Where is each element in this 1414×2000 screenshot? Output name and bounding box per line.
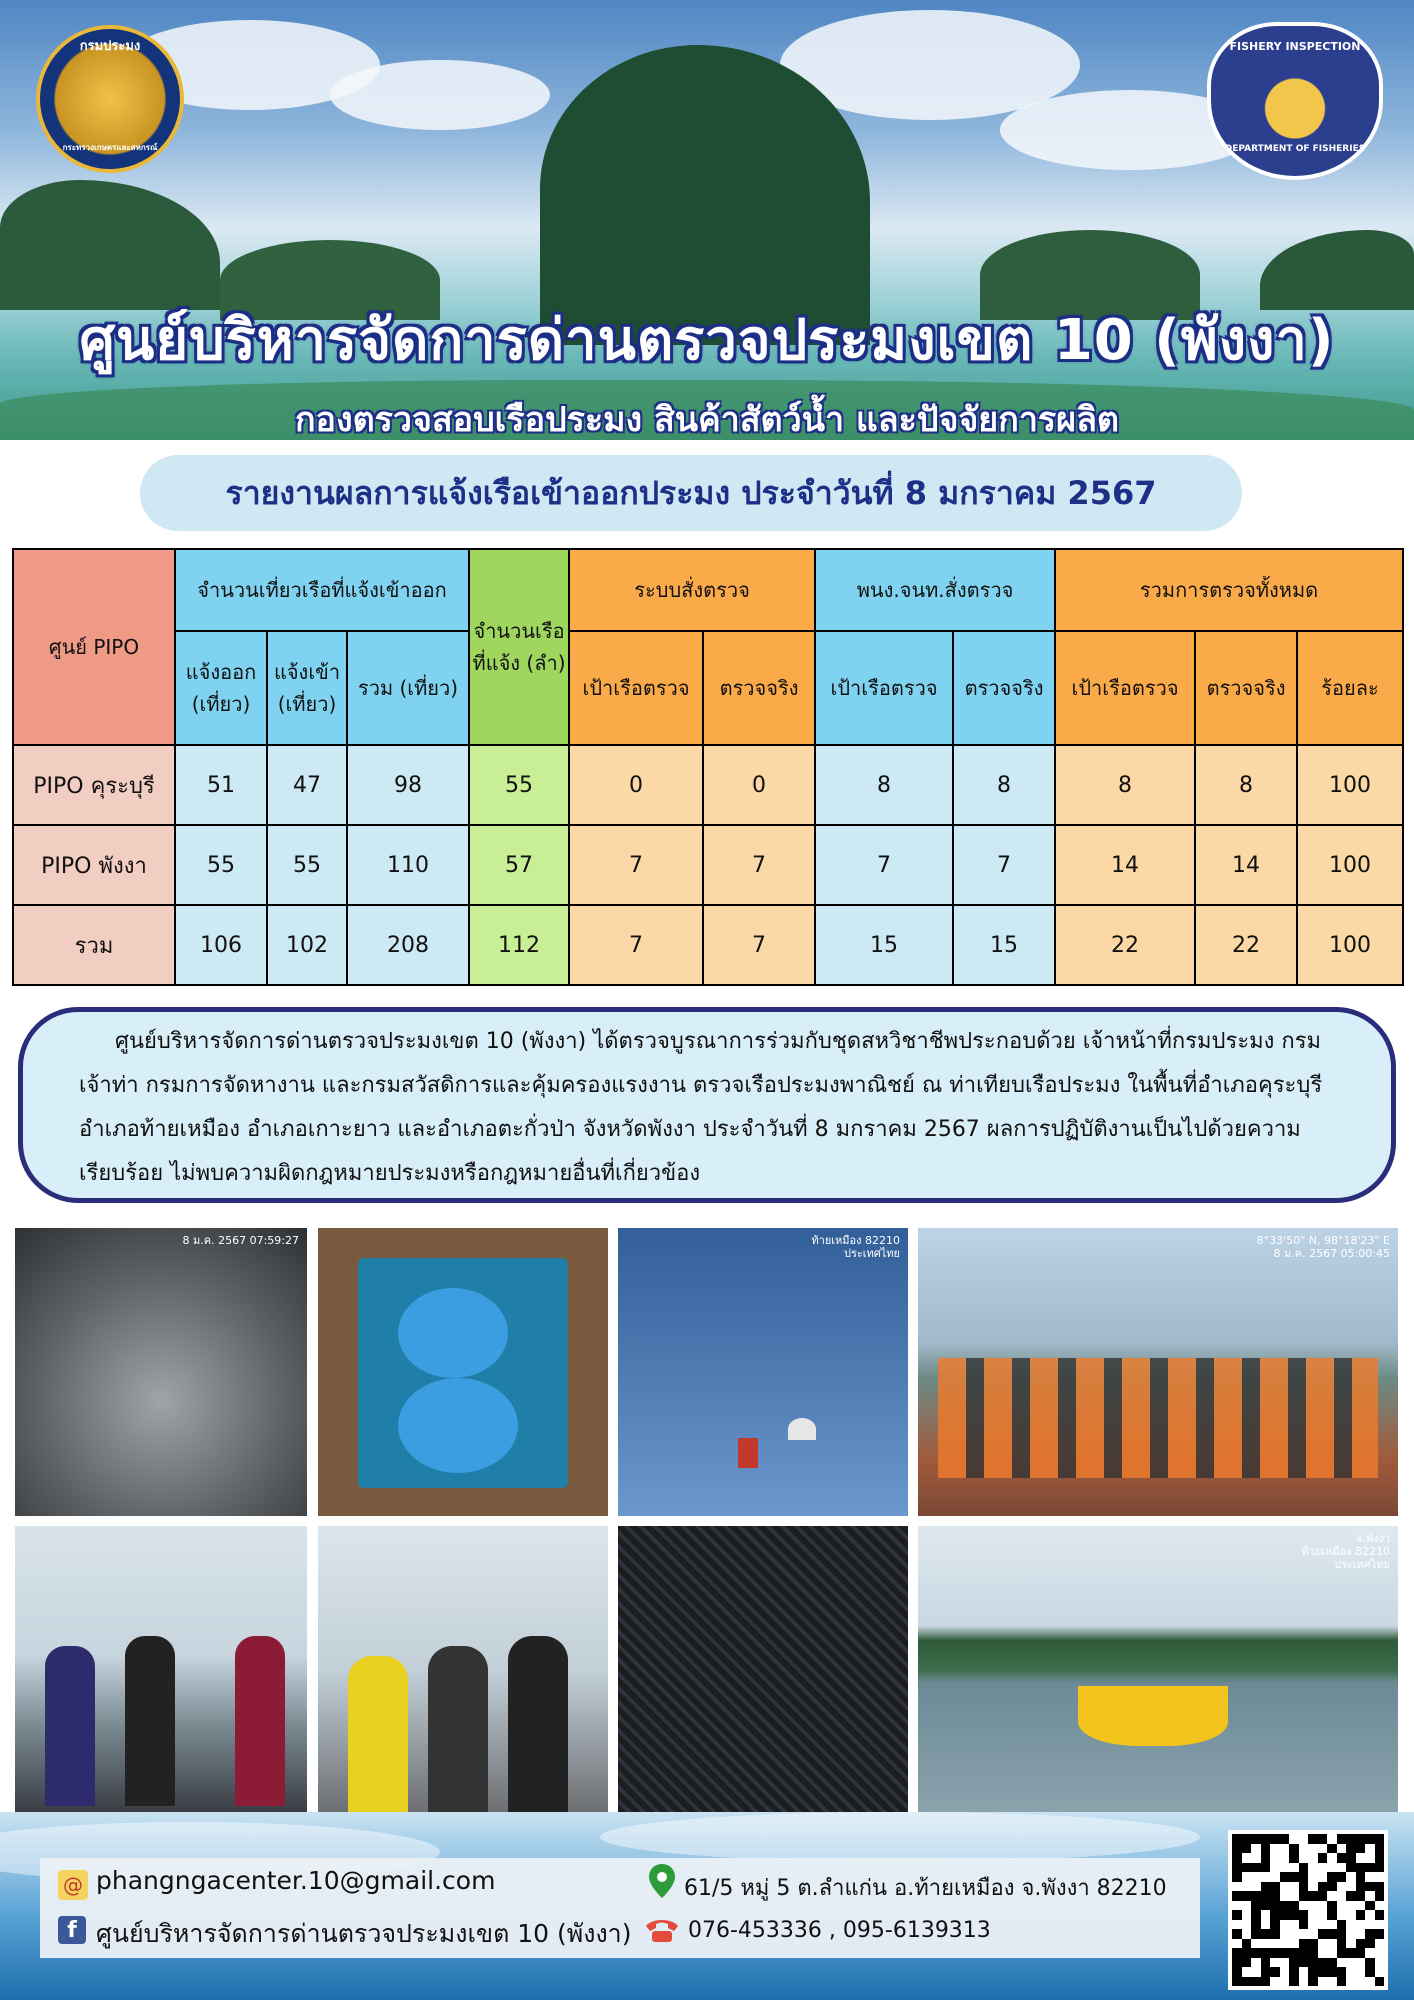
cell-off-target: 7 [815,825,953,905]
header-trips-group: จำนวนเที่ยวเรือที่แจ้งเข้าออก [175,549,469,631]
summary-text: ศูนย์บริหารจัดการด่านตรวจประมงเขต 10 (พังงา) ได้ตรวจบูรณาการร่วมกับชุดสหวิชาชีพประกอบด้วย เจ้าหน้าที่กรมประมง กรมเจ้าท่า กรมการจัดหางาน และกรมสวัสดิการและคุ้มครองแรงงาน ตรวจเรือประมงพาณิชย์ ณ ท่าเทียบเรือประมง ในพื้นที่อำเภอคุระบุรี อำเภอท้ายเหมือง อำเภอเกาะยาว และอำเภอตะกั่วป่า จังหวัดพังงา ประจำวันที่ 8 มกราคม 2567 ผลการปฏิบัติงานเป็นไปด้วยความเรียบร้อย ไม่พบความผิดกฎหมายประมงหรือกฎหมายอื่นที่เกี่ยวข้อง [79,1029,1323,1186]
seal-text: กรมประมง [79,39,141,54]
header-officer-target: เป้าเรือตรวจ [815,631,953,745]
photo-officers-inspection [15,1526,307,1812]
email-icon: @ [58,1870,88,1900]
header-officer-group: พนง.จนท.สั่งตรวจ [815,549,1055,631]
cell-sys-target: 0 [569,745,703,825]
beacon-light [738,1438,758,1468]
header-system-actual: ตรวจจริง [703,631,815,745]
email-link[interactable]: phangngacenter.10@gmail.com [96,1866,496,1895]
cell-boats: 57 [469,825,569,905]
header-all-actual: ตรวจจริง [1195,631,1297,745]
cell-sys-target: 7 [569,905,703,985]
cell-all-target: 8 [1055,745,1195,825]
header-banner [0,0,1414,440]
facebook-link[interactable]: ศูนย์บริหารจัดการด่านตรวจประมงเขต 10 (พังงา) [96,1919,632,1948]
bucket [398,1288,508,1378]
header-all-group: รวมการตรวจทั้งหมด [1055,549,1403,631]
header-percent: ร้อยละ [1297,631,1403,745]
cell-in: 55 [267,825,347,905]
cell-sys-actual: 0 [703,745,815,825]
header-system-group: ระบบสั่งตรวจ [569,549,815,631]
address-text: 61/5 หมู่ 5 ต.ลำแก่น อ.ท้ายเหมือง จ.พังงา 82210 [684,1876,1167,1901]
page-subtitle: กองตรวจสอบเรือประมง สินค้าสัตว์น้ำ และปัจจัยการผลิต [294,400,1120,440]
seal-subtext: กระทรวงเกษตรและสหกรณ์ [62,143,158,152]
cell-sys-actual: 7 [703,825,815,905]
fisherman [235,1636,285,1806]
crew-members [938,1358,1378,1478]
cell-out: 55 [175,825,267,905]
photo-location: จ.พังงา ท้ายเหมือง 82210 ประเทศไทย [1301,1532,1390,1571]
photo-fish-catch [15,1228,307,1516]
officer [428,1646,488,1812]
cell-sys-target: 7 [569,825,703,905]
yellow-boat [1078,1686,1228,1746]
phone-text: 076-453336 , 095-6139313 [688,1918,991,1943]
facebook-icon: f [58,1916,86,1944]
cell-out: 51 [175,745,267,825]
photo-crew-group [918,1228,1398,1516]
badge-top-text: FISHERY INSPECTION [1229,40,1361,53]
location-pin-icon [648,1864,676,1898]
officer [508,1636,568,1812]
header-total: รวม (เที่ยว) [347,631,469,745]
header-system-target: เป้าเรือตรวจ [569,631,703,745]
cell-all-target: 14 [1055,825,1195,905]
cell-off-actual: 15 [953,905,1055,985]
photo-location: ท้ายเหมือง 82210 ประเทศไทย [811,1234,900,1260]
cell-boats: 55 [469,745,569,825]
photo-location: 8°33'50" N, 98°18'23" E 8 ม.ค. 2567 05:00:45 [1256,1234,1390,1260]
table-row-total [13,905,1403,985]
cell-total: 208 [347,905,469,985]
photo-officers-documents [318,1526,608,1812]
phone-icon [644,1916,680,1944]
officer [45,1646,95,1806]
cell-center: รวม [13,905,175,985]
cell-percent: 100 [1297,825,1403,905]
cell-off-target: 8 [815,745,953,825]
header-boats: จำนวนเรือที่แจ้ง (ลำ) [469,549,569,745]
badge-bottom-text: DEPARTMENT OF FISHERIES [1224,144,1366,154]
cloud [330,60,550,130]
photo-ice-buckets [318,1228,608,1516]
cell-all-actual: 14 [1195,825,1297,905]
gps-antenna [788,1418,816,1440]
cell-total: 110 [347,825,469,905]
page-title: ศูนย์บริหารจัดการด่านตรวจประมงเขต 10 (พังงา) [79,308,1335,373]
officer [348,1656,408,1812]
pipo-report-table [12,548,1404,986]
header-all-target: เป้าเรือตรวจ [1055,631,1195,745]
cell-all-target: 22 [1055,905,1195,985]
cell-center: PIPO พังงา [13,825,175,905]
table-row [13,745,1403,825]
cell-off-actual: 8 [953,745,1055,825]
header-out: แจ้งออก (เที่ยว) [175,631,267,745]
fishery-inspection-badge [1207,22,1383,180]
header-officer-actual: ตรวจจริง [953,631,1055,745]
photo-fishing-boat [918,1526,1398,1812]
summary-box [18,1007,1396,1203]
bucket [398,1378,518,1473]
cell-center: PIPO คุระบุรี [13,745,175,825]
cell-percent: 100 [1297,745,1403,825]
qr-code[interactable] [1228,1830,1388,1990]
cell-all-actual: 8 [1195,745,1297,825]
cell-all-actual: 22 [1195,905,1297,985]
cell-out: 106 [175,905,267,985]
header-in: แจ้งเข้า (เที่ยว) [267,631,347,745]
officer [125,1636,175,1806]
island [0,180,220,310]
report-title: รายงานผลการแจ้งเรือเข้าออกประมง ประจำวันที่ 8 มกราคม 2567 [140,455,1242,531]
cell-in: 102 [267,905,347,985]
cell-off-target: 15 [815,905,953,985]
table-row [13,825,1403,905]
cell-boats: 112 [469,905,569,985]
wave [600,1812,1200,1862]
cell-total: 98 [347,745,469,825]
cell-off-actual: 7 [953,825,1055,905]
photo-timestamp: 8 ม.ค. 2567 07:59:27 [182,1234,299,1247]
photo-mast-light [618,1228,908,1516]
cell-in: 47 [267,745,347,825]
cell-percent: 100 [1297,905,1403,985]
photo-fishing-net [618,1526,908,1812]
cell-sys-actual: 7 [703,905,815,985]
department-of-fisheries-seal [36,25,184,173]
header-center: ศูนย์ PIPO [13,549,175,745]
